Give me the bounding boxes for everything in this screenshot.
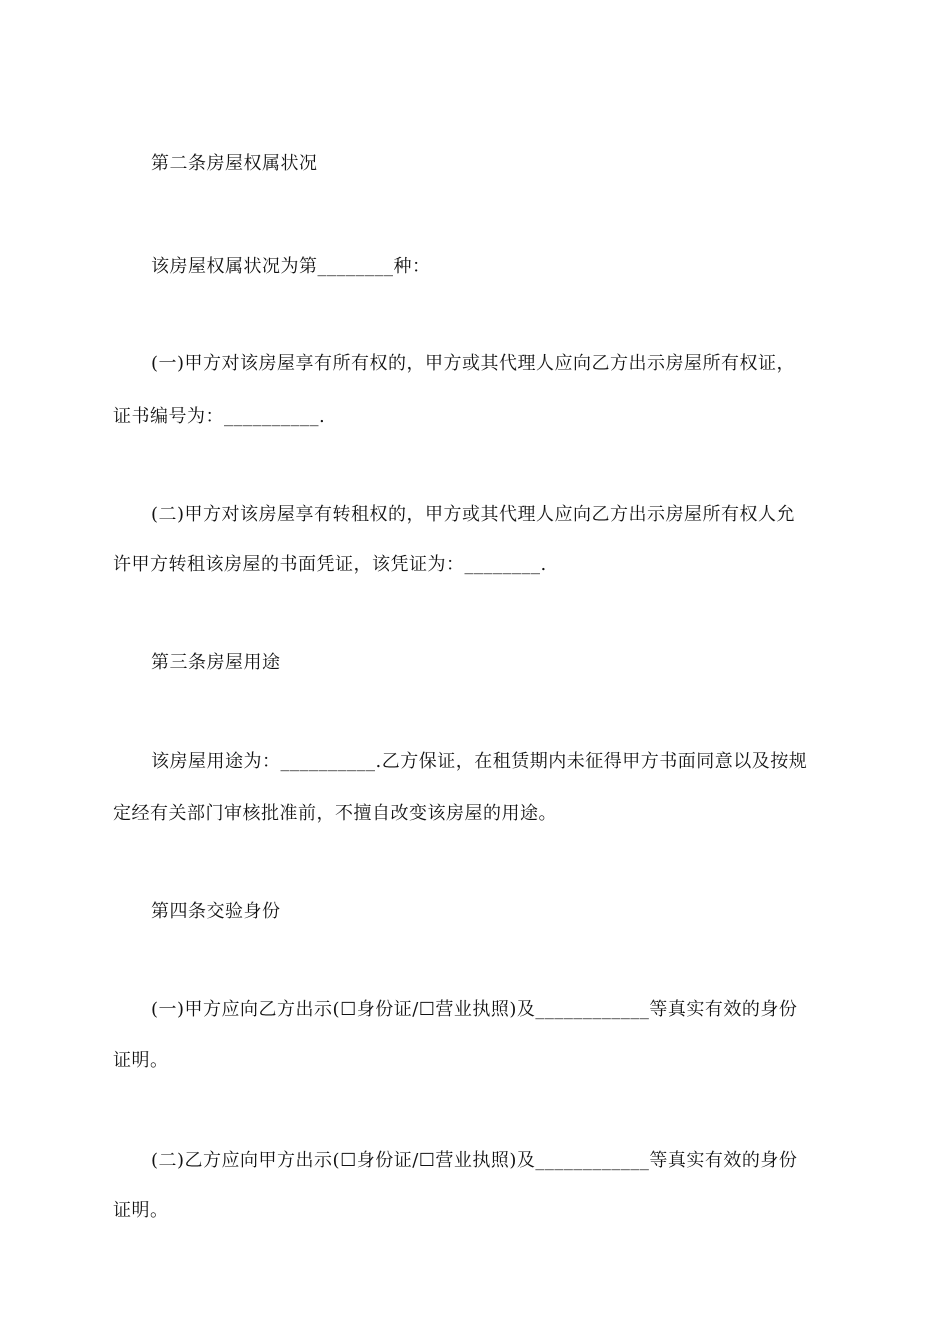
article3-heading: 第三条房屋用途 (151, 652, 281, 673)
article2-heading: 第二条房屋权属状况 (151, 153, 318, 174)
article2-item1-line2: 证书编号为：__________. (113, 406, 326, 427)
article4-item2-line2: 证明。 (113, 1200, 169, 1221)
article2-item2-line1: (二)甲方对该房屋享有转租权的，甲方或其代理人应向乙方出示房屋所有权人允 (151, 504, 796, 525)
article3-body-line2: 定经有关部门审核批准前，不擅自改变该房屋的用途。 (113, 803, 557, 824)
article2-item2-line2: 许甲方转租该房屋的书面凭证，该凭证为：________. (113, 554, 547, 575)
article2-item1-line1: (一)甲方对该房屋享有所有权的，甲方或其代理人应向乙方出示房屋所有权证， (151, 353, 796, 374)
article4-item2-line1: (二)乙方应向甲方出示(☐身份证/☐营业执照)及____________等真实有效的身份 (151, 1150, 798, 1171)
article2-intro: 该房屋权属状况为第________种： (151, 256, 431, 277)
article4-heading: 第四条交验身份 (151, 901, 281, 922)
article3-body-line1: 该房屋用途为：__________.乙方保证，在租赁期内未征得甲方书面同意以及按规 (151, 751, 808, 772)
article4-item1-line1: (一)甲方应向乙方出示(☐身份证/☐营业执照)及____________等真实有效的身份 (151, 999, 798, 1020)
article4-item1-line2: 证明。 (113, 1050, 169, 1071)
